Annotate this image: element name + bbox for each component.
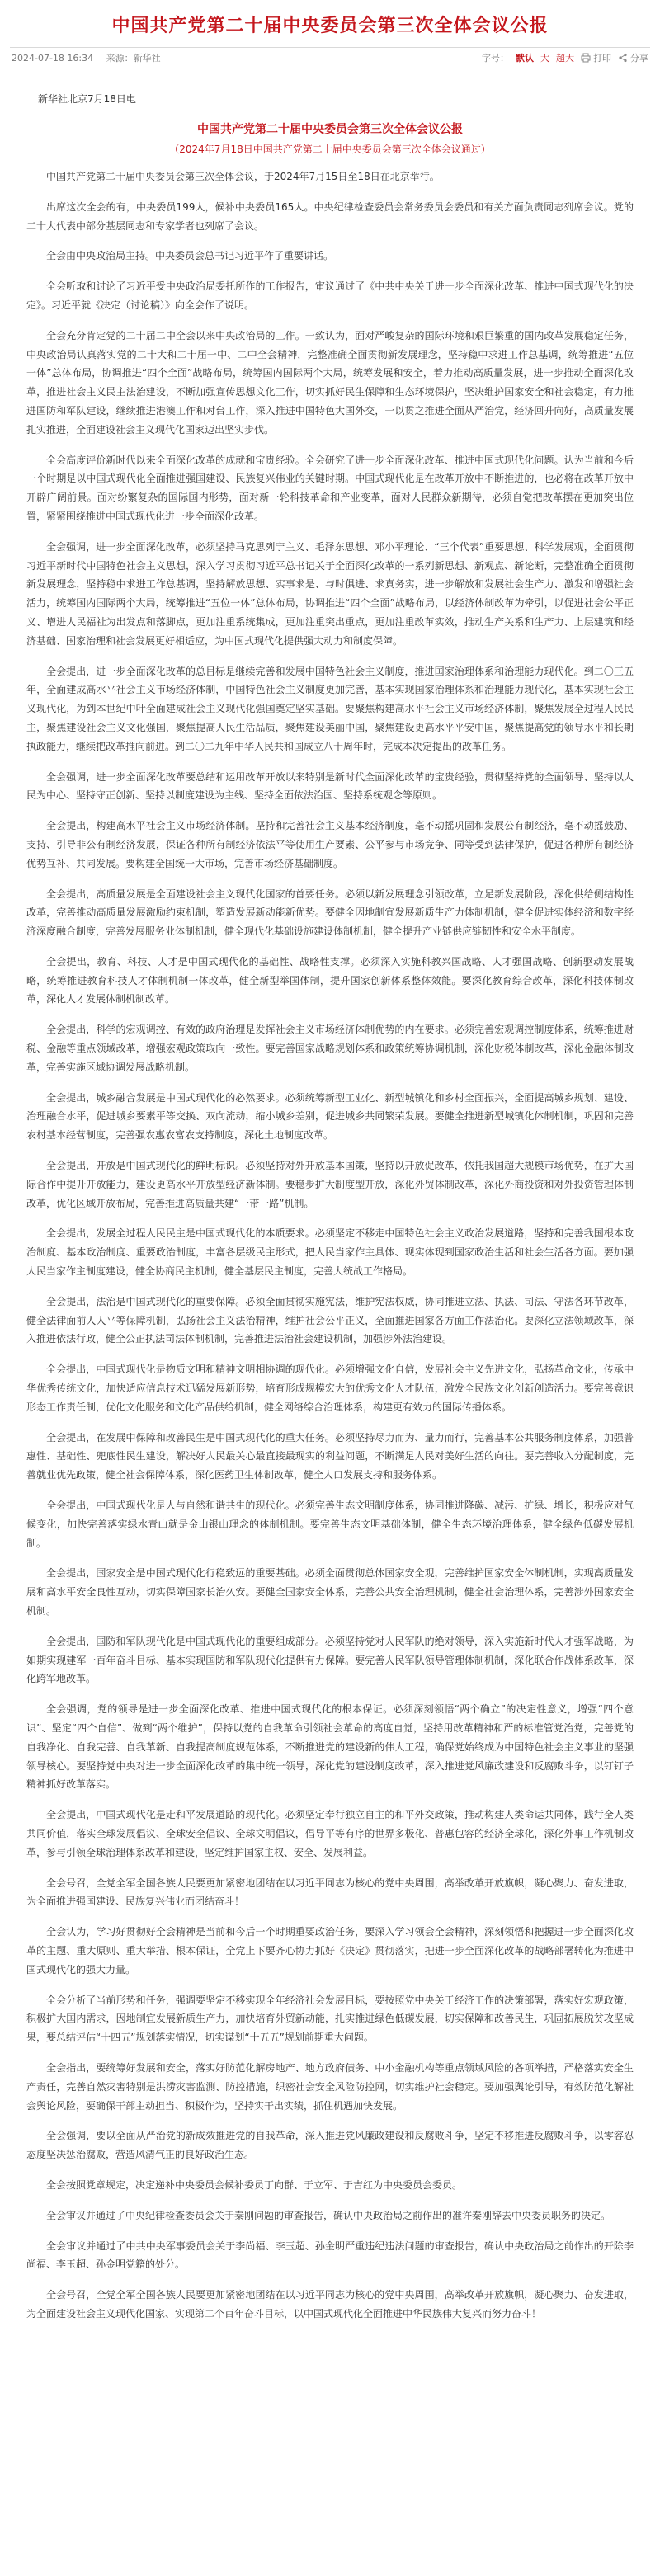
article-paragraph: 全会号召，全党全军全国各族人民要更加紧密地团结在以习近平同志为核心的党中央周围，高举改革开放旗帜，凝心聚力、奋发进取，为全面推进强国建设、民族复兴伟业而团结奋斗！ (26, 1877, 634, 1908)
article-paragraph: 全会提出，开放是中国式现代化的鲜明标识。必须坚持对外开放基本国策，坚持以开放促改革，依托我国超大规模市场优势，在扩大国际合作中提升开放能力，建设更高水平开放型经济新体制。要稳步扩大制度型开放，深化外贸体制改革，深化外商投资和对外投资管理体制改革，优化区域开放布局，完善推进高质量共建“一带一路”机制。 (26, 1160, 634, 1209)
source-label: 来源： (106, 53, 134, 64)
article-paragraph: 全会提出，国防和军队现代化是中国式现代化的重要组成部分。必须坚持党对人民军队的绝对领导，深入实施新时代人才强军战略，为如期实现建军一百年奋斗目标、基本实现国防和军队现代化提供有力保障。要完善人民军队领导管理体制机制，深化联合作战体系改革，深化跨军地改革。 (26, 1635, 634, 1685)
share-icon (618, 53, 628, 63)
article-paragraph: 全会提出，法治是中国式现代化的重要保障。必须全面贯彻实施宪法，维护宪法权威，协同推进立法、执法、司法、守法各环节改革，健全法律面前人人平等保障机制，弘扬社会主义法治精神，维护社会公平正义，全面推进国家各方面工作法治化。要深化立法领域改革，深入推进依法行政，健全公正执法司法体制机制，完善推进法治社会建设机制，加强涉外法治建设。 (26, 1295, 634, 1345)
article-paragraph: 全会提出，发展全过程人民民主是中国式现代化的本质要求。必须坚定不移走中国特色社会主义政治发展道路，坚持和完善我国根本政治制度、基本政治制度、重要政治制度，丰富各层级民主形式，把人民当家作主具体、现实体现到国家政治生活和社会生活各方面。要加强人民当家作主制度建设，健全协商民主机制，健全基层民主制度，完善大统战工作格局。 (26, 1227, 634, 1278)
article-paragraph: 全会提出，中国式现代化是人与自然和谐共生的现代化。必须完善生态文明制度体系，协同推进降碳、减污、扩绿、增长，积极应对气候变化，加快完善落实绿水青山就是金山银山理念的体制机制。要完善生态文明基础体制，健全生态环境治理体系，健全绿色低碳发展机制。 (26, 1500, 634, 1549)
article-paragraph: 中国共产党第二十届中央委员会第三次全体会议，于2024年7月15日至18日在北京举行。 (46, 171, 440, 182)
article-paragraph: 全会提出，在发展中保障和改善民生是中国式现代化的重大任务。必须坚持尽力而为、量力而行，完善基本公共服务制度体系，加强普惠性、基础性、兜底性民生建设，解决好人民最关心最直接最现实的利益问题，不断满足人民对美好生活的向往。要完善收入分配制度，完善就业优先政策，健全社会保障体系，深化医药卫生体制改革，健全人口发展支持和服务体系。 (26, 1431, 634, 1481)
article-paragraph: 全会提出，高质量发展是全面建设社会主义现代化国家的首要任务。必须以新发展理念引领改革，立足新发展阶段，深化供给侧结构性改革，完善推动高质量发展激励约束机制，塑造发展新动能新优势。要健全因地制宜发展新质生产力体制机制，健全促进实体经济和数字经济深度融合制度，完善发展服务业体制机制，健全现代化基础设施建设体制机制，健全提升产业链供应链韧性和安全水平制度。 (26, 888, 634, 938)
print-button[interactable] (581, 51, 611, 64)
article-paragraph: 全会由中央政治局主持。中央委员会总书记习近平作了重要讲话。 (46, 250, 334, 262)
article-paragraph: 全会强调，进一步全面深化改革要总结和运用改革开放以来特别是新时代全面深化改革的宝贵经验，贯彻坚持党的全面领导、坚持以人民为中心、坚持守正创新、坚持以制度建设为主线、坚持全面依法治国、坚持系统观念等原则。 (26, 770, 634, 802)
article-paragraph: 全会审议并通过了中央纪律检查委员会关于秦刚问题的审查报告，确认中央政治局之前作出的准许秦刚辞去中央委员职务的决定。 (46, 2209, 611, 2221)
article-paragraph: 全会提出，教育、科技、人才是中国式现代化的基础性、战略性支撑。必须深入实施科教兴国战略、人才强国战略、创新驱动发展战略，统筹推进教育科技人才体制机制一体改革，健全新型举国体制，提升国家创新体系整体效能。要深化教育综合改革，深化科技体制改革，深化人才发展体制机制改革。 (26, 955, 634, 1005)
article-paragraph: 全会充分肯定党的二十届二中全会以来中央政治局的工作。一致认为，面对严峻复杂的国际环境和艰巨繁重的国内改革发展稳定任务，中央政治局认真落实党的二十大和二十届一中、二中全会精神，完整准确全面贯彻新发展理念，坚持稳中求进工作总基调，统筹推进“五位一体”总体布局，协调推进“四个全面”战略布局，统筹国内国际两个大局，统筹发展和安全，着力推动高质量发展，进一步推动全面深化改革，推进社会主义民主法治建设，不断加强宣传思想文化工作，切实抓好民生保障和生态环境保护，坚决维护国家安全和社会稳定，有力推进国防和军队建设，继续推进港澳工作和对台工作，深入推进中国特色大国外交，一以贯之推进全面从严治党，经济回升向好，高质量发展扎实推进，全面建设社会主义现代化国家迈出坚实步伐。 (26, 329, 634, 436)
article-paragraph: 全会高度评价新时代以来全面深化改革的成就和宝贵经验。全会研究了进一步全面深化改革、推进中国式现代化问题。认为当前和今后一个时期是以中国式现代化全面推进强国建设、民族复兴伟业的关键时期。中国式现代化是在改革开放中不断推进的，也必将在改革开放中开辟广阔前景。面对纷繁复杂的国际国内形势，面对新一轮科技革命和产业变革，面对人民群众新期待，必须自觉把改革摆在更加突出位置，紧紧围绕推进中国式现代化进一步全面深化改革。 (26, 454, 634, 522)
article-paragraph: 全会分析了当前形势和任务，强调要坚定不移实现全年经济社会发展目标，要按照党中央关于经济工作的决策部署，落实好宏观政策，积极扩大国内需求，因地制宜发展新质生产力，加快培育外贸新动能，扎实推进绿色低碳发展，切实保障和改善民生，巩固拓展脱贫攻坚成果，要总结评估“十四五”规划落实情况，切实谋划“十五五”规划前期重大问题。 (26, 1994, 634, 2044)
article-paragraph: 全会指出，要统筹好发展和安全，落实好防范化解房地产、地方政府债务、中小金融机构等重点领域风险的各项举措，严格落实安全生产责任，完善自然灾害特别是洪涝灾害监测、防控措施，织密社会安全风险防控网，切实维护社会稳定。要加强舆论引导，有效防范化解社会舆论风险，要确保干部主动担当、积极作为，坚持实干出实绩，抓住机遇加快发展。 (26, 2061, 634, 2112)
source-info (106, 53, 161, 64)
article-subtitle: （2024年7月18日中国共产党第二十届中央委员会第三次全体会议通过） (169, 144, 491, 155)
article-paragraph: 出席这次全会的有，中央委员199人，候补中央委员165人。中央纪律检查委员会常务委员会委员和有关方面负责同志列席会议。党的二十大代表中部分基层同志和专家学者也列席了会议。 (26, 200, 634, 232)
article-paragraph: 全会强调，要以全面从严治党的新成效推进党的自我革命，深入推进党风廉政建设和反腐败斗争，坚定不移推进反腐败斗争，以零容忍态度坚决惩治腐败，营造风清气正的良好政治生态。 (26, 2130, 634, 2161)
share-button[interactable] (618, 51, 648, 64)
article-paragraph: 全会强调，进一步全面深化改革，必须坚持马克思列宁主义、毛泽东思想、邓小平理论、“三个代表”重要思想、科学发展观，全面贯彻习近平新时代中国特色社会主义思想，深入学习贯彻习近平总书记关于全面深化改革的一系列新思想、新观点、新论断，完整准确全面贯彻新发展理念，坚持稳中求进工作总基调，坚持解放思想、实事求是、与时俱进、求真务实，进一步解放和发展社会生产力、激发和增强社会活力，统筹国内国际两个大局，统筹推进“五位一体”总体布局，协调推进“四个全面”战略布局，以经济体制改革为牵引，以促进社会公平正义、增进人民福祉为出发点和落脚点，更加注重系统集成，更加注重突出重点，更加注重改革实效，推动生产关系和生产力、上层建筑和经济基础、国家治理和社会发展更好相适应，为中国式现代化提供强大动力和制度保障。 (26, 540, 634, 647)
font-size-default[interactable]: 默认 (516, 53, 534, 64)
publish-date: 2024-07-18 16:34 (12, 53, 94, 64)
font-size-label: 字号： (482, 53, 509, 64)
article-paragraph: 全会强调，党的领导是进一步全面深化改革、推进中国式现代化的根本保证。必须深刻领悟“两个确立”的决定性意义，增强“四个意识”、坚定“四个自信”、做到“两个维护”，保持以党的自我革命引领社会革命的高度自觉，坚持用改革精神和严的标准管党治党，完善党的自我净化、自我完善、自我革新、自我提高制度规范体系，不断推进党的建设新的伟大工程，确保党始终成为中国特色社会主义事业的坚强领导核心。要坚持党中央对进一步全面深化改革的集中统一领导，深化党的建设制度改革，深入推进党风廉政建设和反腐败斗争，以钉钉子精神抓好改革落实。 (26, 1703, 634, 1791)
source-name: 新华社 (133, 53, 161, 64)
font-size-large[interactable]: 大 (540, 53, 549, 64)
article-paragraph: 全会审议并通过了中共中央军事委员会关于李尚福、李玉超、孙金明严重违纪违法问题的审查报告，确认中央政治局之前作出的开除李尚福、李玉超、孙金明党籍的处分。 (26, 2239, 634, 2271)
meta-tools (482, 51, 648, 64)
article-paragraph: 全会提出，中国式现代化是走和平发展道路的现代化。必须坚定奉行独立自主的和平外交政策，推动构建人类命运共同体，践行全人类共同价值，落实全球发展倡议、全球安全倡议、全球文明倡议，倡导平等有序的世界多极化、普惠包容的经济全球化，深化外事工作机制改革，参与引领全球治理体系改革和建设，坚定维护国家主权、安全、发展利益。 (26, 1809, 634, 1858)
article-paragraph: 全会提出，科学的宏观调控、有效的政府治理是发挥社会主义市场经济体制优势的内在要求。必须完善宏观调控制度体系，统筹推进财税、金融等重点领域改革，增强宏观政策取向一致性。要完善国家战略规划体系和政策统筹协调机制，深化财税体制改革，深化金融体制改革，完善实施区域协调发展战略机制。 (26, 1024, 634, 1073)
article-paragraph: 全会听取和讨论了习近平受中央政治局委托所作的工作报告，审议通过了《中共中央关于进一步全面深化改革、推进中国式现代化的决定》。习近平就《决定（讨论稿）》向全会作了说明。 (26, 280, 634, 311)
article-paragraph: 全会提出，中国式现代化是物质文明和精神文明相协调的现代化。必须增强文化自信，发展社会主义先进文化，弘扬革命文化，传承中华优秀传统文化，加快适应信息技术迅猛发展新形势，培育形成规模宏大的优秀文化人才队伍，激发全民族文化创新创造活力。要完善意识形态工作责任制，优化文化服务和文化产品供给机制，健全网络综合治理体系，构建更有效力的国际传播体系。 (26, 1363, 634, 1413)
paragraph-list (26, 167, 634, 2324)
article-paragraph: 全会提出，国家安全是中国式现代化行稳致远的重要基础。必须全面贯彻总体国家安全观，完善维护国家安全体制机制，实现高质量发展和高水平安全良性互动，切实保障国家长治久安。要健全国家安全体系，完善公共安全治理机制，健全社会治理体系，完善涉外国家安全机制。 (26, 1567, 634, 1617)
meta-info (12, 51, 171, 64)
dateline: 新华社北京7月18日电 (38, 93, 136, 105)
article-paragraph: 全会号召，全党全军全国各族人民要更加紧密地团结在以习近平同志为核心的党中央周围，高举改革开放旗帜，凝心聚力、奋发进取，为全面建设社会主义现代化国家、实现第二个百年奋斗目标，以中国式现代化全面推进中华民族伟大复兴而努力奋斗！ (26, 2289, 634, 2319)
article-paragraph: 全会提出，构建高水平社会主义市场经济体制。坚持和完善社会主义基本经济制度，毫不动摇巩固和发展公有制经济，毫不动摇鼓励、支持、引导非公有制经济发展，保证各种所有制经济依法平等使用生产要素、公平参与市场竞争、同等受到法律保护，促进各种所有制经济优势互补、共同发展。要构建全国统一大市场，完善市场经济基础制度。 (26, 820, 634, 869)
article-paragraph: 全会按照党章规定，决定递补中央委员会候补委员丁向群、于立军、于吉红为中央委员会委员。 (46, 2178, 463, 2191)
meta-bar (10, 47, 650, 68)
article-title: 中国共产党第二十届中央委员会第三次全体会议公报 (197, 123, 463, 136)
article-paragraph: 全会提出，城乡融合发展是中国式现代化的必然要求。必须统筹新型工业化、新型城镇化和乡村全面振兴，全面提高城乡规划、建设、治理融合水平，促进城乡要素平等交换、双向流动，缩小城乡差别，促进城乡共同繁荣发展。要健全推进新型城镇化体制机制，巩固和完善农村基本经营制度，完善强农惠农富农支持制度，深化土地制度改革。 (26, 1091, 634, 1142)
font-size-xlarge[interactable]: 超大 (556, 53, 574, 64)
print-label: 打印 (593, 53, 611, 64)
article-paragraph: 全会认为，学习好贯彻好全会精神是当前和今后一个时期重要政治任务，要深入学习领会全会精神，深刻领悟和把握进一步全面深化改革的主题、重大原则、重大举措、根本保证，全党上下要齐心协力抓好《决定》贯彻落实，把进一步全面深化改革的战略部署转化为推进中国式现代化的强大力量。 (26, 1926, 634, 1976)
article-body (10, 92, 650, 2324)
article-paragraph: 全会提出，进一步全面深化改革的总目标是继续完善和发展中国特色社会主义制度，推进国家治理体系和治理能力现代化。到二〇三五年，全面建成高水平社会主义市场经济体制，中国特色社会主义制度更加完善，基本实现国家治理体系和治理能力现代化，基本实现社会主义现代化，为到本世纪中叶全面建成社会主义现代化强国奠定坚实基础。要聚焦构建高水平社会主义市场经济体制，聚焦发展全过程人民民主，聚焦建设社会主义文化强国，聚焦提高人民生活品质，聚焦建设美丽中国，聚焦建设更高水平平安中国，聚焦提高党的领导水平和长期执政能力，继续把改革推向前进。到二〇二九年中华人民共和国成立八十周年时，完成本决定提出的改革任务。 (26, 665, 634, 752)
share-label: 分享 (630, 53, 648, 64)
printer-icon (581, 53, 591, 63)
page-title: 中国共产党第二十届中央委员会第三次全体会议公报 (111, 16, 549, 36)
